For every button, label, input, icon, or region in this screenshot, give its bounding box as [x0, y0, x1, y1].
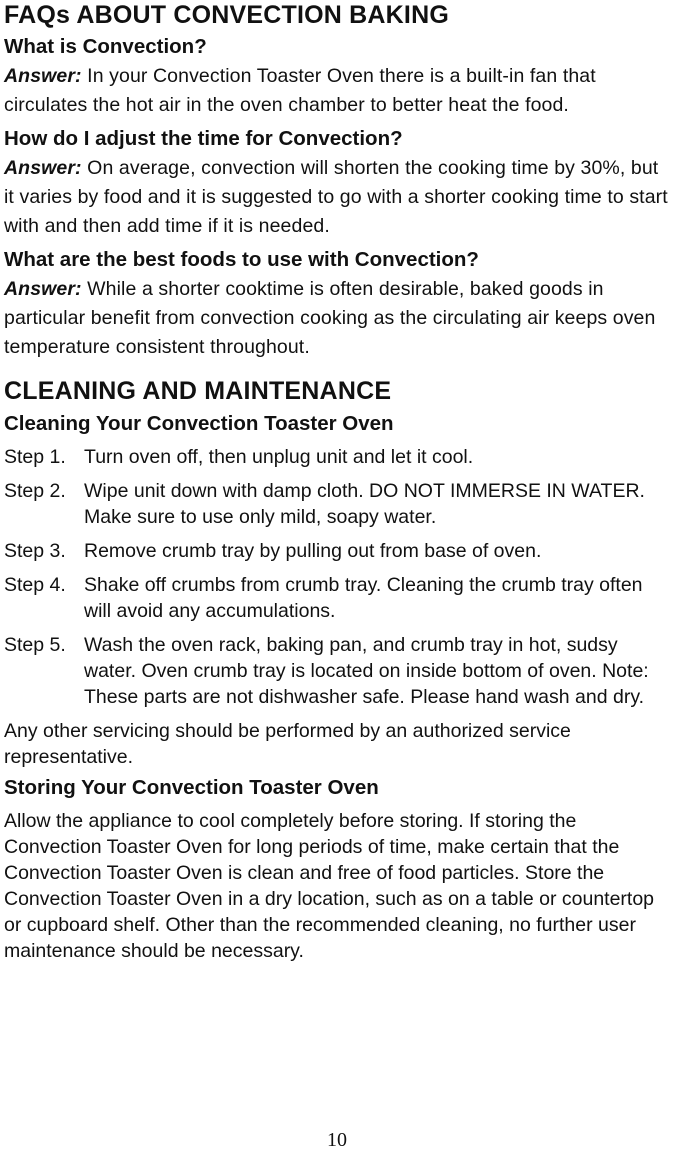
faq-question: How do I adjust the time for Convection? [4, 127, 403, 150]
step-item [4, 444, 672, 470]
faq-answer [4, 275, 672, 362]
answer-label: Answer: [4, 157, 82, 179]
step-text: Shake off crumbs from crumb tray. Cleaning the crumb tray often will avoid any accumulations. [84, 574, 643, 622]
answer-label: Answer: [4, 65, 82, 87]
answer-label: Answer: [4, 278, 82, 300]
step-item [4, 478, 672, 530]
step-text: Wipe unit down with damp cloth. DO NOT IMMERSE IN WATER. Make sure to use only mild, soapy water. [84, 480, 645, 528]
storing-text: Allow the appliance to cool completely before storing. If storing the Convection Toaster Oven for long periods of time, make certain that the Convection Toaster Oven is clean and free of food particles. Store the Convection Toaster Oven in a dry location, such as on a table or countertop or cupboard shelf. Other than the recommended cleaning, no further user maintenance should be necessary. [4, 810, 655, 962]
faq-answer-text: While a shorter cooktime is often desirable, baked goods in particular benefit from convection cooking as the circulating air keeps oven temperature consistent throughout. [4, 278, 656, 358]
step-item [4, 572, 672, 624]
step-label: Step 5. [4, 634, 66, 656]
storing-subheading: Storing Your Convection Toaster Oven [4, 776, 379, 799]
page-number: 10 [327, 1129, 347, 1151]
step-item [4, 538, 672, 564]
faq-heading: FAQs ABOUT CONVECTION BAKING [4, 1, 449, 29]
servicing-note: Any other servicing should be performed by an authorized service representative. [4, 720, 571, 768]
step-item [4, 632, 672, 710]
faq-answer [4, 62, 672, 120]
cleaning-subheading: Cleaning Your Convection Toaster Oven [4, 412, 394, 435]
step-text: Turn oven off, then unplug unit and let it cool. [84, 446, 474, 468]
faq-answer-text: On average, convection will shorten the cooking time by 30%, but it varies by food and it is suggested to go with a shorter cooking time to start with and then add time if it is needed. [4, 157, 668, 237]
cleaning-heading: CLEANING AND MAINTENANCE [4, 377, 392, 405]
step-text: Wash the oven rack, baking pan, and crumb tray in hot, sudsy water. Oven crumb tray is located on inside bottom of oven. Note: These parts are not dishwasher safe. Please hand wash and dry. [84, 634, 649, 708]
faq-question: What is Convection? [4, 35, 207, 58]
faq-question: What are the best foods to use with Convection? [4, 248, 479, 271]
step-label: Step 1. [4, 446, 66, 468]
step-label: Step 3. [4, 540, 66, 562]
cleaning-steps [4, 444, 672, 710]
faq-item [4, 126, 672, 241]
step-text: Remove crumb tray by pulling out from base of oven. [84, 540, 542, 562]
step-label: Step 4. [4, 574, 66, 596]
faq-item [4, 34, 672, 120]
faq-item [4, 247, 672, 362]
step-label: Step 2. [4, 480, 66, 502]
faq-answer [4, 154, 672, 241]
manual-page [4, 0, 672, 964]
faq-answer-text: In your Convection Toaster Oven there is a built-in fan that circulates the hot air in the oven chamber to better heat the food. [4, 65, 596, 116]
